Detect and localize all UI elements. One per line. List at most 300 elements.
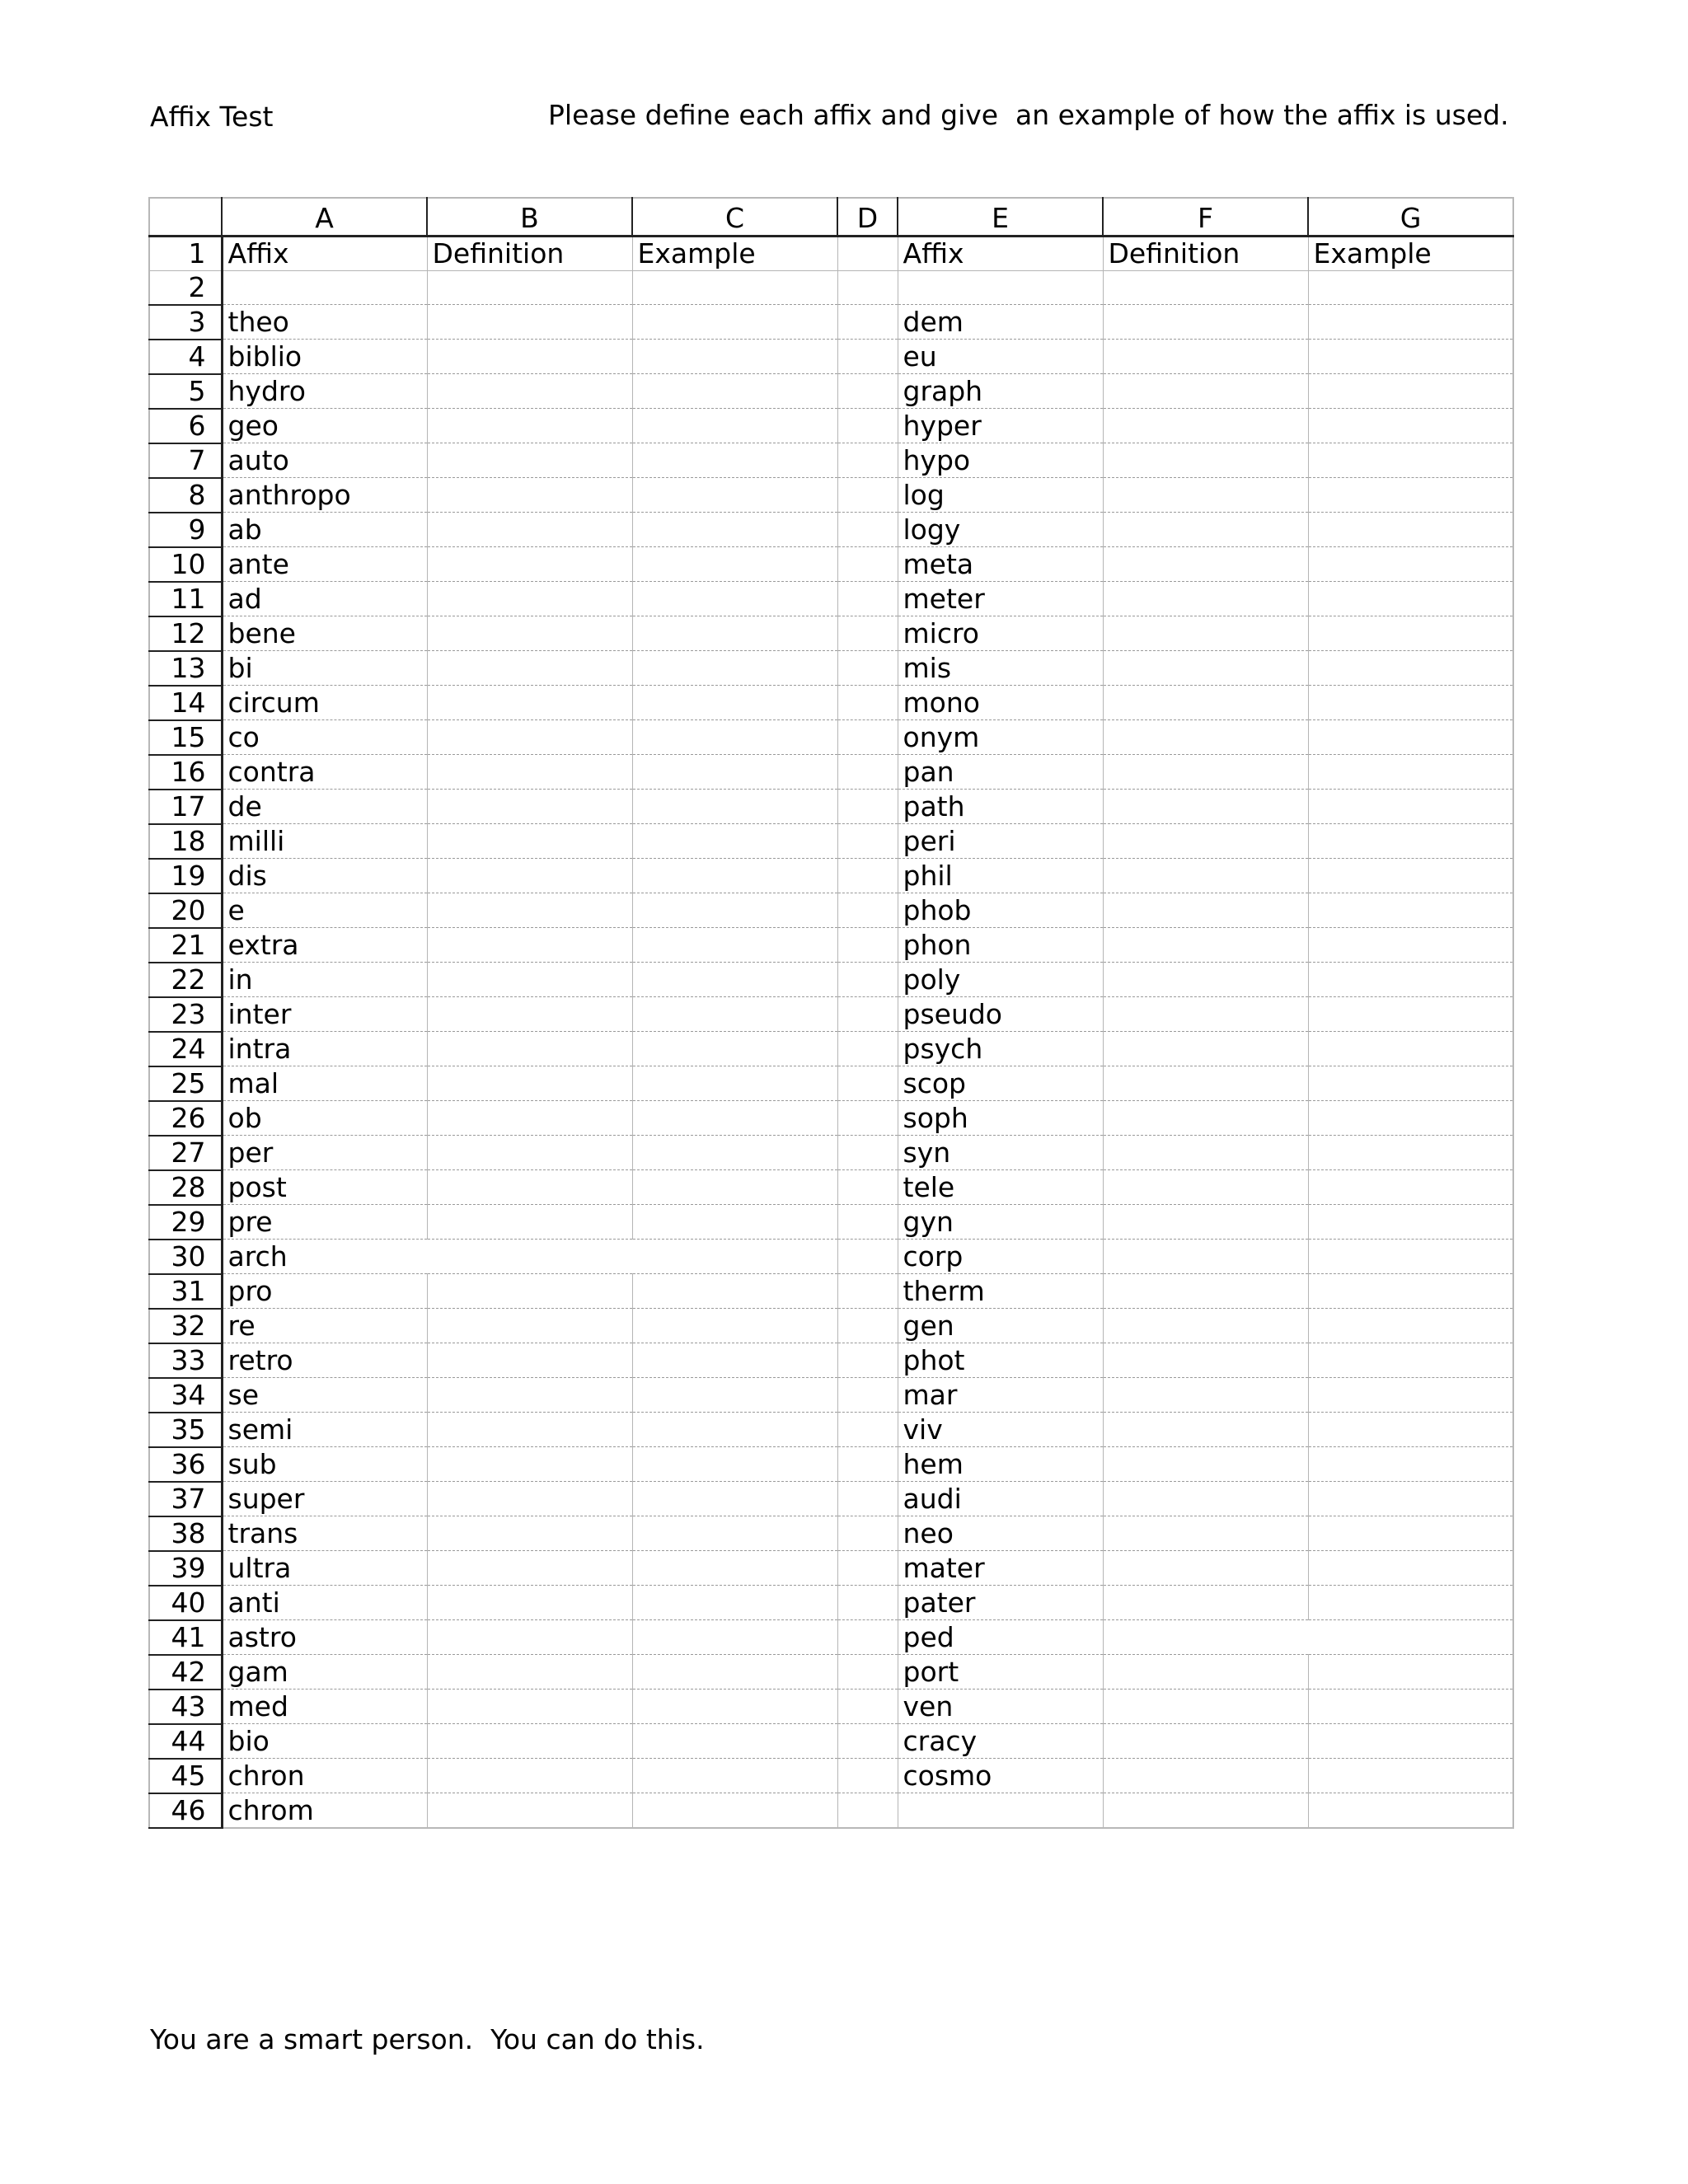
example-cell[interactable] xyxy=(632,478,837,513)
affix-cell[interactable]: super xyxy=(222,1482,427,1516)
row-number[interactable]: 13 xyxy=(149,651,222,686)
spacer-cell[interactable] xyxy=(837,1170,898,1205)
affix-cell[interactable]: auto xyxy=(222,443,427,478)
example-cell[interactable] xyxy=(1308,1690,1513,1724)
affix-cell[interactable]: micro xyxy=(898,616,1103,651)
example-cell[interactable] xyxy=(632,443,837,478)
affix-cell[interactable]: poly xyxy=(898,963,1103,997)
example-cell[interactable] xyxy=(632,1170,837,1205)
example-cell[interactable] xyxy=(1308,893,1513,928)
row-number[interactable]: 21 xyxy=(149,928,222,963)
example-cell[interactable] xyxy=(1308,1032,1513,1066)
row-number[interactable]: 28 xyxy=(149,1170,222,1205)
definition-cell[interactable] xyxy=(427,1586,632,1620)
spacer-cell[interactable] xyxy=(837,443,898,478)
example-cell[interactable] xyxy=(1308,1551,1513,1586)
spacer-cell[interactable] xyxy=(837,997,898,1032)
affix-cell[interactable]: cracy xyxy=(898,1724,1103,1759)
affix-cell[interactable]: phon xyxy=(898,928,1103,963)
example-cell[interactable] xyxy=(632,1551,837,1586)
affix-cell[interactable]: eu xyxy=(898,340,1103,374)
definition-cell[interactable] xyxy=(427,1793,632,1828)
affix-cell[interactable]: hypo xyxy=(898,443,1103,478)
definition-cell[interactable] xyxy=(1103,1240,1308,1274)
example-cell[interactable] xyxy=(1308,859,1513,893)
affix-cell[interactable]: onym xyxy=(898,720,1103,755)
definition-cell[interactable] xyxy=(1103,340,1308,374)
affix-cell[interactable]: pre xyxy=(222,1205,427,1240)
definition-cell[interactable] xyxy=(427,374,632,409)
definition-header-cell[interactable]: Definition xyxy=(427,236,632,270)
definition-cell[interactable] xyxy=(1103,1586,1308,1620)
example-cell[interactable] xyxy=(1308,1101,1513,1136)
definition-cell[interactable] xyxy=(1103,824,1308,859)
example-cell[interactable] xyxy=(632,582,837,616)
row-number[interactable]: 34 xyxy=(149,1378,222,1413)
affix-cell[interactable]: mis xyxy=(898,651,1103,686)
row-number[interactable]: 30 xyxy=(149,1240,222,1274)
column-header-a[interactable]: A xyxy=(222,198,427,236)
definition-cell[interactable] xyxy=(427,790,632,824)
definition-cell[interactable] xyxy=(427,1447,632,1482)
spacer-cell[interactable] xyxy=(837,1482,898,1516)
definition-cell[interactable] xyxy=(427,859,632,893)
example-cell[interactable] xyxy=(1308,513,1513,547)
spacer-cell[interactable] xyxy=(837,1274,898,1309)
definition-cell[interactable] xyxy=(427,997,632,1032)
example-cell[interactable] xyxy=(632,997,837,1032)
affix-cell[interactable]: hyper xyxy=(898,409,1103,443)
spacer-cell[interactable] xyxy=(837,1586,898,1620)
definition-cell[interactable] xyxy=(1103,1274,1308,1309)
spacer-cell[interactable] xyxy=(837,1309,898,1343)
row-number[interactable]: 29 xyxy=(149,1205,222,1240)
example-cell[interactable] xyxy=(632,340,837,374)
affix-cell[interactable]: geo xyxy=(222,409,427,443)
affix-cell[interactable]: port xyxy=(898,1655,1103,1690)
definition-cell[interactable] xyxy=(427,616,632,651)
spacer-cell[interactable] xyxy=(837,893,898,928)
affix-cell[interactable]: extra xyxy=(222,928,427,963)
affix-cell[interactable]: therm xyxy=(898,1274,1103,1309)
spacer-cell[interactable] xyxy=(837,686,898,720)
row-number[interactable]: 7 xyxy=(149,443,222,478)
definition-cell[interactable] xyxy=(427,755,632,790)
affix-cell[interactable]: astro xyxy=(222,1620,427,1655)
affix-cell[interactable]: soph xyxy=(898,1101,1103,1136)
affix-cell[interactable]: bi xyxy=(222,651,427,686)
definition-cell[interactable] xyxy=(1103,1413,1308,1447)
row-number[interactable]: 4 xyxy=(149,340,222,374)
affix-cell[interactable]: circum xyxy=(222,686,427,720)
affix-cell[interactable]: ante xyxy=(222,547,427,582)
row-number[interactable]: 32 xyxy=(149,1309,222,1343)
row-number[interactable]: 44 xyxy=(149,1724,222,1759)
example-cell[interactable] xyxy=(1308,1793,1513,1828)
column-header-d[interactable]: D xyxy=(837,198,898,236)
row-number[interactable]: 8 xyxy=(149,478,222,513)
affix-cell[interactable]: neo xyxy=(898,1516,1103,1551)
row-number[interactable]: 31 xyxy=(149,1274,222,1309)
row-number[interactable]: 3 xyxy=(149,305,222,340)
affix-cell[interactable]: mater xyxy=(898,1551,1103,1586)
example-cell[interactable] xyxy=(632,1378,837,1413)
affix-header-cell[interactable]: Affix xyxy=(222,236,427,270)
affix-cell[interactable]: de xyxy=(222,790,427,824)
definition-cell[interactable] xyxy=(1103,1136,1308,1170)
definition-cell[interactable] xyxy=(1103,1032,1308,1066)
example-cell[interactable] xyxy=(632,616,837,651)
example-cell[interactable] xyxy=(1308,305,1513,340)
affix-cell[interactable]: co xyxy=(222,720,427,755)
row-number[interactable]: 12 xyxy=(149,616,222,651)
row-number[interactable]: 23 xyxy=(149,997,222,1032)
definition-cell[interactable] xyxy=(427,893,632,928)
definition-cell[interactable] xyxy=(427,1690,632,1724)
row-number[interactable]: 17 xyxy=(149,790,222,824)
affix-cell[interactable]: se xyxy=(222,1378,427,1413)
example-cell[interactable] xyxy=(1308,1724,1513,1759)
spacer-cell[interactable] xyxy=(837,1032,898,1066)
definition-cell[interactable] xyxy=(427,1274,632,1309)
row-number[interactable]: 26 xyxy=(149,1101,222,1136)
affix-cell[interactable]: graph xyxy=(898,374,1103,409)
definition-cell[interactable] xyxy=(1103,963,1308,997)
example-cell[interactable] xyxy=(632,963,837,997)
example-cell[interactable] xyxy=(632,1516,837,1551)
affix-cell[interactable]: gyn xyxy=(898,1205,1103,1240)
definition-cell[interactable] xyxy=(427,963,632,997)
example-cell[interactable] xyxy=(632,1309,837,1343)
affix-cell[interactable]: in xyxy=(222,963,427,997)
spacer-cell[interactable] xyxy=(837,1551,898,1586)
affix-cell[interactable]: path xyxy=(898,790,1103,824)
spacer-cell[interactable] xyxy=(837,1378,898,1413)
example-cell[interactable] xyxy=(632,1136,837,1170)
example-cell[interactable] xyxy=(1308,1309,1513,1343)
definition-cell[interactable] xyxy=(1103,409,1308,443)
example-cell[interactable] xyxy=(632,1447,837,1482)
example-cell[interactable] xyxy=(632,1101,837,1136)
definition-cell[interactable] xyxy=(427,1413,632,1447)
definition-cell[interactable] xyxy=(1103,686,1308,720)
definition-cell[interactable] xyxy=(1103,547,1308,582)
affix-cell[interactable]: hem xyxy=(898,1447,1103,1482)
row-number[interactable]: 1 xyxy=(149,236,222,270)
spacer-cell[interactable] xyxy=(837,824,898,859)
definition-cell[interactable] xyxy=(427,720,632,755)
example-cell[interactable] xyxy=(1308,686,1513,720)
definition-cell[interactable] xyxy=(1103,1551,1308,1586)
example-cell[interactable] xyxy=(1308,1655,1513,1690)
definition-cell[interactable] xyxy=(1103,997,1308,1032)
definition-cell[interactable] xyxy=(427,1759,632,1793)
row-number[interactable]: 19 xyxy=(149,859,222,893)
affix-cell[interactable]: e xyxy=(222,893,427,928)
example-cell[interactable] xyxy=(1308,790,1513,824)
example-cell[interactable] xyxy=(1308,928,1513,963)
example-cell[interactable] xyxy=(1308,443,1513,478)
row-number[interactable]: 27 xyxy=(149,1136,222,1170)
definition-cell[interactable] xyxy=(427,1551,632,1586)
affix-cell[interactable]: dis xyxy=(222,859,427,893)
spacer-cell[interactable] xyxy=(837,305,898,340)
row-number[interactable]: 40 xyxy=(149,1586,222,1620)
affix-header-cell[interactable]: Affix xyxy=(898,236,1103,270)
affix-cell[interactable]: med xyxy=(222,1690,427,1724)
spacer-cell[interactable] xyxy=(837,1655,898,1690)
spacer-cell[interactable] xyxy=(837,859,898,893)
definition-cell[interactable] xyxy=(1103,1205,1308,1240)
definition-cell[interactable] xyxy=(1103,616,1308,651)
affix-cell[interactable]: post xyxy=(222,1170,427,1205)
example-cell[interactable] xyxy=(632,1690,837,1724)
example-cell[interactable] xyxy=(632,1066,837,1101)
row-number[interactable]: 22 xyxy=(149,963,222,997)
definition-cell[interactable] xyxy=(1103,1343,1308,1378)
definition-cell[interactable] xyxy=(1103,1309,1308,1343)
row-number[interactable]: 6 xyxy=(149,409,222,443)
definition-cell[interactable] xyxy=(427,928,632,963)
example-cell[interactable] xyxy=(632,651,837,686)
column-header-c[interactable]: C xyxy=(632,198,837,236)
row-number[interactable]: 10 xyxy=(149,547,222,582)
definition-cell[interactable] xyxy=(427,1066,632,1101)
example-cell[interactable] xyxy=(1308,1620,1513,1655)
row-number[interactable]: 38 xyxy=(149,1516,222,1551)
row-number[interactable]: 5 xyxy=(149,374,222,409)
spacer-cell[interactable] xyxy=(837,616,898,651)
affix-cell[interactable]: hydro xyxy=(222,374,427,409)
definition-cell[interactable] xyxy=(427,1724,632,1759)
affix-cell[interactable]: ob xyxy=(222,1101,427,1136)
example-cell[interactable] xyxy=(632,1724,837,1759)
row-number[interactable]: 37 xyxy=(149,1482,222,1516)
spacer-cell[interactable] xyxy=(837,270,898,305)
spacer-cell[interactable] xyxy=(837,340,898,374)
spacer-cell[interactable] xyxy=(837,1066,898,1101)
affix-cell[interactable]: tele xyxy=(898,1170,1103,1205)
example-cell[interactable] xyxy=(632,513,837,547)
example-cell[interactable] xyxy=(1308,1066,1513,1101)
definition-cell[interactable] xyxy=(427,582,632,616)
example-cell[interactable] xyxy=(632,374,837,409)
affix-cell[interactable]: syn xyxy=(898,1136,1103,1170)
affix-cell[interactable]: mal xyxy=(222,1066,427,1101)
affix-cell[interactable]: biblio xyxy=(222,340,427,374)
example-cell[interactable] xyxy=(1308,478,1513,513)
affix-cell[interactable]: ad xyxy=(222,582,427,616)
spacer-cell[interactable] xyxy=(837,1205,898,1240)
affix-cell[interactable]: anthropo xyxy=(222,478,427,513)
definition-cell[interactable] xyxy=(1103,374,1308,409)
row-number[interactable]: 25 xyxy=(149,1066,222,1101)
example-cell[interactable] xyxy=(632,720,837,755)
affix-cell[interactable]: contra xyxy=(222,755,427,790)
spacer-cell[interactable] xyxy=(837,1101,898,1136)
affix-cell[interactable]: ped xyxy=(898,1620,1103,1655)
spacer-cell[interactable] xyxy=(837,513,898,547)
affix-cell[interactable]: theo xyxy=(222,305,427,340)
example-cell[interactable] xyxy=(632,1620,837,1655)
example-header-cell[interactable]: Example xyxy=(1308,236,1513,270)
spacer-cell[interactable] xyxy=(837,582,898,616)
example-cell[interactable] xyxy=(1308,1413,1513,1447)
row-number[interactable]: 18 xyxy=(149,824,222,859)
affix-cell[interactable]: bene xyxy=(222,616,427,651)
affix-cell[interactable]: mono xyxy=(898,686,1103,720)
definition-cell[interactable] xyxy=(427,1309,632,1343)
spacer-cell[interactable] xyxy=(837,1759,898,1793)
affix-cell[interactable] xyxy=(898,270,1103,305)
row-number[interactable]: 20 xyxy=(149,893,222,928)
affix-cell[interactable]: ab xyxy=(222,513,427,547)
example-cell[interactable] xyxy=(632,755,837,790)
example-cell[interactable] xyxy=(1308,1240,1513,1274)
column-header-g[interactable]: G xyxy=(1308,198,1513,236)
column-header-b[interactable]: B xyxy=(427,198,632,236)
row-number[interactable]: 36 xyxy=(149,1447,222,1482)
affix-cell[interactable]: phot xyxy=(898,1343,1103,1378)
definition-cell[interactable] xyxy=(1103,1447,1308,1482)
example-cell[interactable] xyxy=(1308,1516,1513,1551)
row-number[interactable]: 16 xyxy=(149,755,222,790)
row-number[interactable]: 2 xyxy=(149,270,222,305)
spacer-cell[interactable] xyxy=(837,928,898,963)
definition-cell[interactable] xyxy=(1103,1066,1308,1101)
definition-cell[interactable] xyxy=(427,513,632,547)
example-cell[interactable] xyxy=(632,928,837,963)
affix-cell[interactable]: corp xyxy=(898,1240,1103,1274)
example-cell[interactable] xyxy=(632,1793,837,1828)
definition-cell[interactable] xyxy=(1103,1793,1308,1828)
affix-cell[interactable]: ultra xyxy=(222,1551,427,1586)
definition-header-cell[interactable]: Definition xyxy=(1103,236,1308,270)
column-header-f[interactable]: F xyxy=(1103,198,1308,236)
affix-cell[interactable]: viv xyxy=(898,1413,1103,1447)
example-cell[interactable] xyxy=(1308,1170,1513,1205)
column-header-e[interactable]: E xyxy=(898,198,1103,236)
definition-cell[interactable] xyxy=(427,1170,632,1205)
example-cell[interactable] xyxy=(632,1032,837,1066)
example-cell[interactable] xyxy=(632,824,837,859)
definition-cell[interactable] xyxy=(1103,443,1308,478)
example-cell[interactable] xyxy=(1308,374,1513,409)
spacer-cell[interactable] xyxy=(837,409,898,443)
definition-cell[interactable] xyxy=(1103,790,1308,824)
example-cell[interactable] xyxy=(632,270,837,305)
definition-cell[interactable] xyxy=(427,1136,632,1170)
spacer-cell[interactable] xyxy=(837,1136,898,1170)
row-number[interactable]: 39 xyxy=(149,1551,222,1586)
definition-cell[interactable] xyxy=(1103,720,1308,755)
example-cell[interactable] xyxy=(1308,547,1513,582)
affix-cell[interactable] xyxy=(222,270,427,305)
definition-cell[interactable] xyxy=(427,1101,632,1136)
definition-cell[interactable] xyxy=(427,824,632,859)
affix-cell[interactable]: sub xyxy=(222,1447,427,1482)
definition-cell[interactable] xyxy=(427,1240,632,1274)
example-cell[interactable] xyxy=(632,790,837,824)
affix-cell[interactable]: dem xyxy=(898,305,1103,340)
affix-cell[interactable]: chrom xyxy=(222,1793,427,1828)
affix-cell[interactable]: logy xyxy=(898,513,1103,547)
spacer-cell[interactable] xyxy=(837,547,898,582)
affix-cell[interactable]: audi xyxy=(898,1482,1103,1516)
affix-cell[interactable]: intra xyxy=(222,1032,427,1066)
example-cell[interactable] xyxy=(1308,582,1513,616)
spacer-cell[interactable] xyxy=(837,1516,898,1551)
example-header-cell[interactable]: Example xyxy=(632,236,837,270)
affix-cell[interactable]: psych xyxy=(898,1032,1103,1066)
definition-cell[interactable] xyxy=(427,686,632,720)
affix-cell[interactable]: bio xyxy=(222,1724,427,1759)
definition-cell[interactable] xyxy=(427,305,632,340)
affix-cell[interactable]: ven xyxy=(898,1690,1103,1724)
example-cell[interactable] xyxy=(1308,1586,1513,1620)
spacer-cell[interactable] xyxy=(837,1620,898,1655)
definition-cell[interactable] xyxy=(1103,1482,1308,1516)
definition-cell[interactable] xyxy=(427,1655,632,1690)
definition-cell[interactable] xyxy=(427,1482,632,1516)
row-number[interactable]: 11 xyxy=(149,582,222,616)
affix-cell[interactable]: retro xyxy=(222,1343,427,1378)
definition-cell[interactable] xyxy=(1103,1378,1308,1413)
spacer-cell[interactable] xyxy=(837,478,898,513)
example-cell[interactable] xyxy=(1308,1136,1513,1170)
definition-cell[interactable] xyxy=(1103,305,1308,340)
row-number[interactable]: 9 xyxy=(149,513,222,547)
row-number[interactable]: 43 xyxy=(149,1690,222,1724)
affix-cell[interactable]: re xyxy=(222,1309,427,1343)
example-cell[interactable] xyxy=(632,305,837,340)
example-cell[interactable] xyxy=(632,859,837,893)
row-number[interactable]: 14 xyxy=(149,686,222,720)
definition-cell[interactable] xyxy=(427,1516,632,1551)
example-cell[interactable] xyxy=(632,1759,837,1793)
example-cell[interactable] xyxy=(1308,1482,1513,1516)
example-cell[interactable] xyxy=(1308,409,1513,443)
affix-cell[interactable]: phob xyxy=(898,893,1103,928)
affix-cell[interactable]: mar xyxy=(898,1378,1103,1413)
corner-cell[interactable] xyxy=(149,198,222,236)
definition-cell[interactable] xyxy=(427,340,632,374)
affix-cell[interactable]: meta xyxy=(898,547,1103,582)
example-cell[interactable] xyxy=(1308,651,1513,686)
row-number[interactable]: 41 xyxy=(149,1620,222,1655)
spacer-cell[interactable] xyxy=(837,963,898,997)
spacer-cell[interactable] xyxy=(837,1724,898,1759)
affix-cell[interactable]: pan xyxy=(898,755,1103,790)
definition-cell[interactable] xyxy=(1103,582,1308,616)
definition-cell[interactable] xyxy=(1103,1170,1308,1205)
definition-cell[interactable] xyxy=(1103,1516,1308,1551)
affix-cell[interactable]: inter xyxy=(222,997,427,1032)
definition-cell[interactable] xyxy=(1103,859,1308,893)
affix-cell[interactable]: milli xyxy=(222,824,427,859)
example-cell[interactable] xyxy=(632,1413,837,1447)
definition-cell[interactable] xyxy=(1103,478,1308,513)
spacer-cell[interactable] xyxy=(837,1447,898,1482)
definition-cell[interactable] xyxy=(1103,1724,1308,1759)
spacer-cell[interactable] xyxy=(837,720,898,755)
example-cell[interactable] xyxy=(632,1586,837,1620)
definition-cell[interactable] xyxy=(427,1205,632,1240)
affix-cell[interactable]: pater xyxy=(898,1586,1103,1620)
example-cell[interactable] xyxy=(1308,720,1513,755)
definition-cell[interactable] xyxy=(427,1620,632,1655)
example-cell[interactable] xyxy=(632,547,837,582)
